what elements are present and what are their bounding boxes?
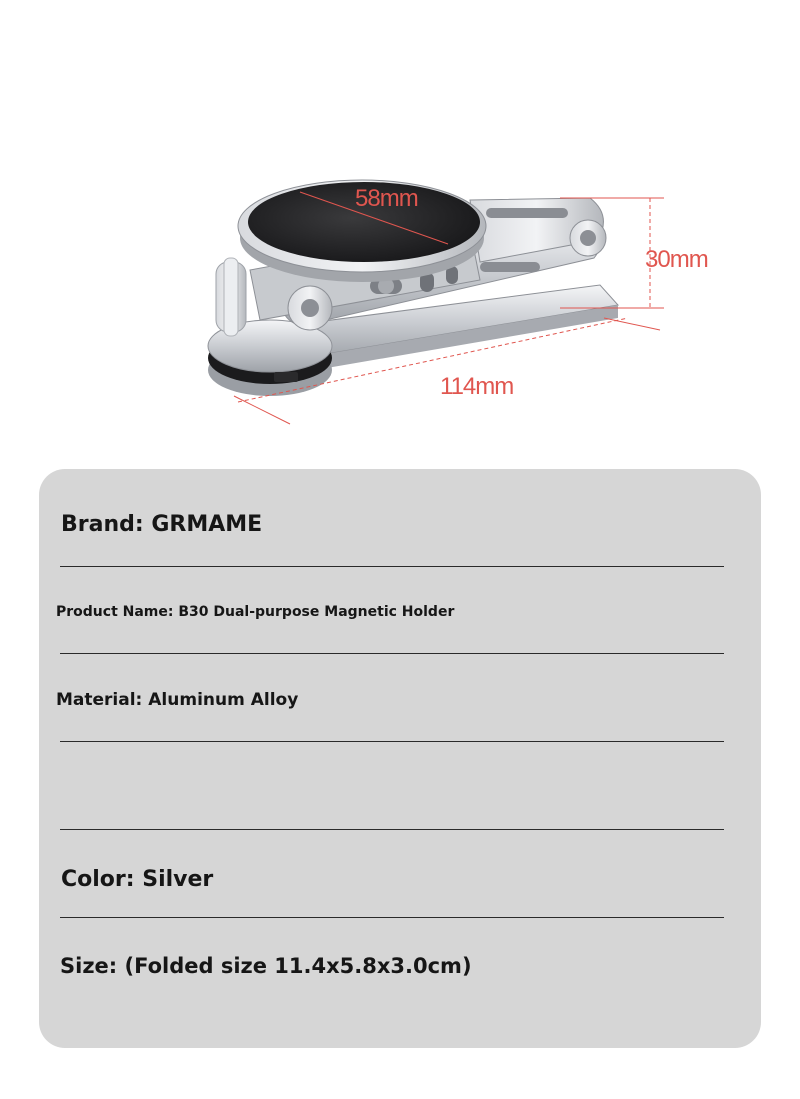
divider xyxy=(60,653,724,654)
brand-text: Brand: GRMAME xyxy=(61,512,263,537)
diameter-label: 58mm xyxy=(355,185,418,212)
product-image xyxy=(0,0,800,450)
size-text: Size: (Folded size 11.4x5.8x3.0cm) xyxy=(60,954,472,978)
divider xyxy=(60,741,724,742)
length-label: 114mm xyxy=(440,373,514,400)
divider xyxy=(60,829,724,830)
divider xyxy=(60,917,724,918)
product-name-text: Product Name: B30 Dual-purpose Magnetic Holder xyxy=(56,604,455,620)
knob xyxy=(216,258,246,336)
color-text: Color: Silver xyxy=(61,867,214,892)
spec-card xyxy=(39,469,761,1048)
divider xyxy=(60,566,724,567)
material-text: Material: Aluminum Alloy xyxy=(56,690,299,710)
height-label: 30mm xyxy=(645,246,708,273)
